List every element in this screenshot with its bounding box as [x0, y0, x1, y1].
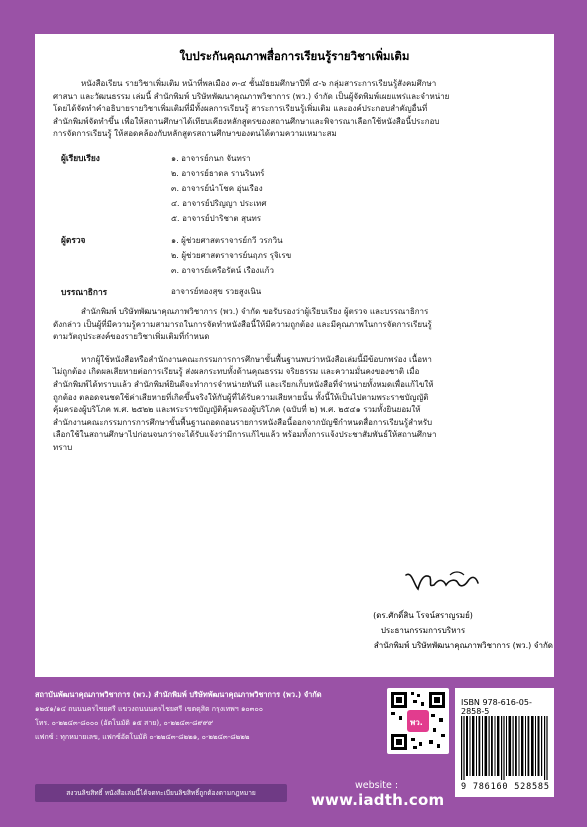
editor-group [53, 285, 536, 299]
authors-group [53, 151, 536, 226]
certification-line: ดังกล่าว เป็นผู้ที่มีความรู้ความสามารถในการจัดทำหนังสือนี้ให้มีความถูกต้อง และมีคุณภาพในการจัดการเรียนรู้ [53, 319, 432, 329]
guarantee-line: ไม่ถูกต้อง เกิดผลเสียหายต่อการเรียนรู้ ส่งผลกระทบทั้งด้านคุณธรรม จริยธรรม และความมั่นคงของชาติ เมื่อ [53, 367, 420, 377]
signature [402, 567, 482, 595]
intro-paragraph [53, 78, 536, 141]
reviewers-group [53, 233, 536, 278]
copyright-bar: สงวนลิขสิทธิ์ หนังสือเล่มนี้ได้จดทะเบียนลิขสิทธิ์ถูกต้องตามกฎหมาย [35, 784, 287, 802]
isbn-barcode-box [455, 688, 554, 797]
intro-line: โดยได้จัดทำคำอธิบายรายวิชาเพิ่มเติมที่มีทั้งผลการเรียนรู้ สาระการเรียนรู้เพิ่มเติม และองค์ประกอบสำคัญอื่นที่ [53, 104, 428, 114]
reviewer-item: ๒. ผู้ช่วยศาสตราจารย์นฤภร รุจิเรข [171, 250, 292, 260]
certification-paragraph [53, 306, 536, 344]
guarantee-line: ทราบ [53, 442, 73, 452]
publisher-fax: แฟกซ์ : ทุกหมายเลข, แฟกซ์อัตโนมัติ ๐-๒๒๔๓-๘๒๒๑, ๐-๒๒๔๓-๘๒๒๒ [35, 733, 250, 741]
qr-code[interactable] [387, 688, 449, 754]
certification-line: ตามวัตถุประสงค์ของรายวิชาเพิ่มเติมที่กำหนด [53, 332, 210, 342]
credits-section [53, 151, 536, 299]
guarantee-line: หากผู้ใช้หนังสือหรือสำนักงานคณะกรรมการการศึกษาขั้นพื้นฐานพบว่าหนังสือเล่มนี้มีข้อบกพร่อง เนื้อหา [81, 354, 432, 364]
author-item: ๑. อาจารย์กนก จันทรา [171, 153, 251, 163]
barcode-icon [461, 716, 549, 780]
qr-badge: พว. [410, 718, 423, 727]
isbn-label: ISBN 978-616-05-2858-5 [461, 698, 532, 716]
author-item: ๓. อาจารย์นำโชค อุ่นเรือง [171, 183, 263, 193]
intro-line: สำนักพิมพ์จัดทำขึ้น เพื่อให้สถานศึกษาได้เทียบเคียงหลักสูตรของสถานศึกษาและพิจารณาเลือกใช้หนังสือนี้ประกอบ [53, 116, 440, 126]
author-item: ๒. อาจารย์ธาดล รานรินทร์ [171, 168, 265, 178]
author-item: ๕. อาจารย์ปาริชาต สุนทร [171, 213, 262, 223]
signer-org: สำนักพิมพ์ บริษัทพัฒนาคุณภาพวิชาการ (พว.) จำกัด [373, 641, 553, 650]
reviewer-item: ๓. อาจารย์เครือรัตน์ เรืองแก้ว [171, 265, 274, 275]
author-item: ๔. อาจารย์ปริญญา ประเทศ [171, 198, 267, 208]
intro-line: ศาสนา และวัฒนธรรม เล่มนี้ สำนักพิมพ์ บริษัทพัฒนาคุณภาพวิชาการ (พว.) จำกัด เป็นผู้จัดพิมพ์เผยแพร่และจำหน่าย [53, 91, 450, 101]
publisher-info [35, 688, 395, 744]
publisher-phone: โทร. ๐-๒๒๔๓-๘๐๐๐ (อัตโนมัติ ๑๕ สาย), ๐-๒๒๔๓-๘๙๙๙ [35, 719, 213, 727]
guarantee-paragraph [53, 354, 536, 455]
document-title: ใบประกันคุณภาพสื่อการเรียนรู้รายวิชาเพิ่มเติม [179, 49, 410, 63]
guarantee-line: เลือกใช้ในสถานศึกษาไปก่อนจนกว่าจะได้รับแจ้งว่ามีการแก้ไขแล้ว พร้อมทั้งการแจ้งประชาสัมพันธ์ให้สถานศึกษา [53, 430, 437, 440]
barcode-digits: 9 786160 528585 [461, 782, 550, 792]
back-cover-footer [35, 688, 554, 808]
certification-line: สำนักพิมพ์ บริษัทพัฒนาคุณภาพวิชาการ (พว.) จำกัด ขอรับรองว่าผู้เรียบเรียง ผู้ตรวจ และบรรณาธิการ [81, 306, 429, 316]
intro-line: หนังสือเรียน รายวิชาเพิ่มเติม หน้าที่พลเมือง ๓-๔ ชั้นมัธยมศึกษาปีที่ ๔-๖ กลุ่มสาระการเรียนรู้สังคมศึกษา [81, 79, 437, 88]
publisher-address: ๑๒๕๑/๑๔ ถนนนครไชยศรี แขวงถนนนครไชยศรี เขตดุสิต กรุงเทพฯ ๑๐๓๐๐ [35, 705, 263, 713]
signature-block [293, 608, 553, 653]
authors-list [129, 151, 536, 226]
guarantee-line: สำนักงานคณะกรรมการการศึกษาขั้นพื้นฐานถอดถอนรายการหนังสือนี้ออกจากบัญชีกำหนดสื่อการเรียนรู้สำหรับ [53, 417, 433, 427]
website-label: website : [355, 780, 399, 791]
signer-title: ประธานกรรมการบริหาร [380, 626, 466, 635]
guarantee-line: สำนักพิมพ์ได้ทราบแล้ว สำนักพิมพ์ยินดีจะทำการจำหน่ายทันที และเรียกเก็บหนังสือที่จำหน่ายทั้งหมดเพื่อแก้ไขให้ [53, 379, 434, 389]
reviewer-item: ๑. ผู้ช่วยศาสตราจารย์กวี วรกวิน [171, 235, 283, 245]
signer-name: (ดร.ศักดิ์สิน โรจน์สราญรมย์) [373, 611, 473, 620]
guarantee-line: ถูกต้อง ตลอดจนชดใช้ค่าเสียหายที่เกิดขึ้นจริงให้กับผู้ที่ได้รับความเสียหายนั้น ทั้งนี้ให้เป็นไปตามพระราชบัญญัติ [53, 392, 429, 402]
website-link[interactable]: www.iadth.com [311, 791, 445, 809]
editor-name: อาจารย์ทองสุข รวยสูงเนิน [171, 286, 262, 296]
editor-label: บรรณาธิการ [61, 286, 108, 297]
publisher-name: สถาบันพัฒนาคุณภาพวิชาการ (พว.) สำนักพิมพ์ บริษัทพัฒนาคุณภาพวิชาการ (พว.) จำกัด [35, 690, 322, 699]
reviewers-list [129, 233, 536, 278]
intro-line: การจัดการเรียนรู้ ให้สอดคล้องกับหลักสูตรสถานศึกษาของตนได้ตามความเหมาะสม [53, 129, 337, 139]
authors-label: ผู้เรียบเรียง [61, 152, 100, 163]
reviewers-label: ผู้ตรวจ [61, 234, 86, 245]
guarantee-line: คุ้มครองผู้บริโภค พ.ศ. ๒๕๒๒ และพระราชบัญญัติคุ้มครองผู้บริโภค (ฉบับที่ ๒) พ.ศ. ๒๕๔๑ รวมทั้งยินยอมให้ [53, 405, 421, 415]
